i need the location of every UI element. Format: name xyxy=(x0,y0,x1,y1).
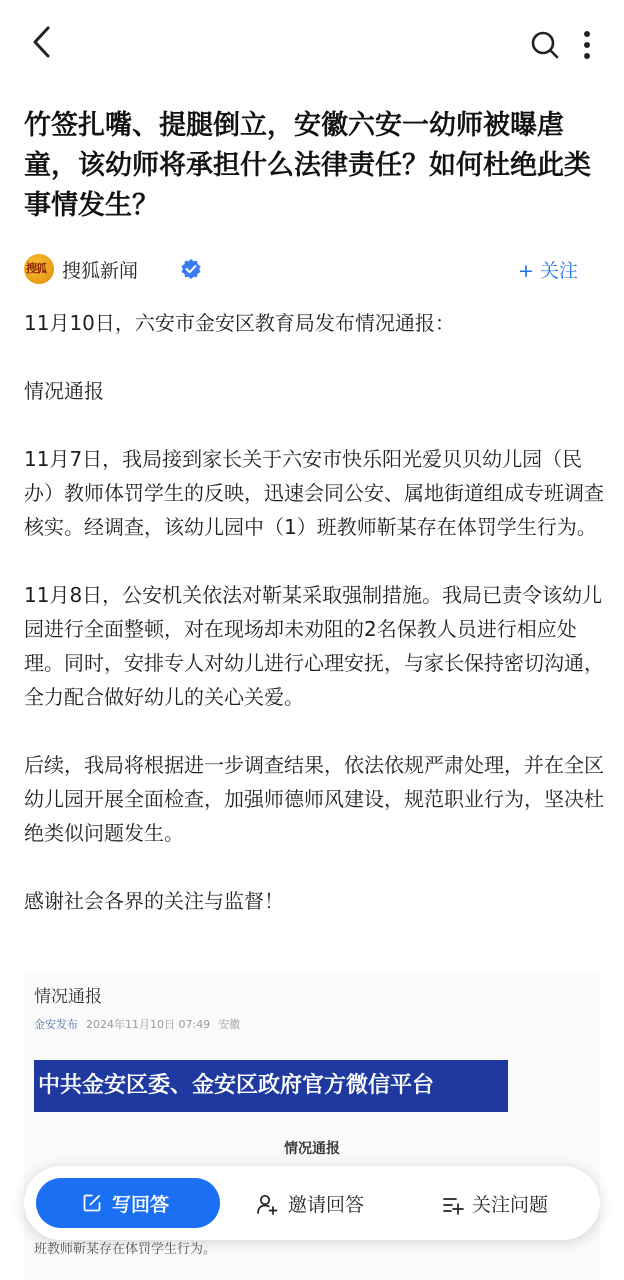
article-paragraph: 后续，我局将根据进一步调查结果，依法依规严肃处理，并在全区幼儿园开展全面检查，加强师德师风建设，规范职业行为，坚决杜绝类似问题发生。 xyxy=(24,753,604,845)
embed-title: 情况通报 xyxy=(34,987,102,1007)
embed-meta xyxy=(34,1016,240,1032)
more-vertical-icon xyxy=(576,28,598,62)
chevron-left-icon xyxy=(26,24,62,60)
search-icon xyxy=(528,28,562,62)
follow-question-label: 关注问题 xyxy=(472,1194,549,1216)
verified-badge-icon xyxy=(180,258,202,280)
article-paragraph: 感谢社会各界的关注与监督！ xyxy=(24,889,284,913)
article-body xyxy=(24,306,604,952)
avatar-text: 搜狐 xyxy=(26,262,46,275)
bottom-action-bar xyxy=(24,1166,600,1240)
embed-source: 金安发布 xyxy=(34,1018,78,1031)
avatar[interactable] xyxy=(24,254,54,284)
article-paragraph: 11月7日，我局接到家长关于六安市快乐阳光爱贝贝幼儿园（民办）教师体罚学生的反映，迅速会同公安、属地街道组成专班调查核实。经调查，该幼儿园中（1）班教师靳某存在体罚学生行为。 xyxy=(24,447,604,539)
question-title: 竹签扎嘴、提腿倒立，安徽六安一幼师被曝虐童，该幼师将承担什么法律责任？如何杜绝此类事情发生？ xyxy=(24,110,591,221)
list-add-icon xyxy=(442,1194,464,1216)
embed-subtitle: 情况通报 xyxy=(284,1141,340,1157)
embed-banner: 中共金安区委、金安区政府官方微信平台 xyxy=(34,1060,508,1112)
back-button[interactable] xyxy=(26,24,62,60)
article-paragraph: 11月8日，公安机关依法对靳某采取强制措施。我局已责令该幼儿园进行全面整顿，对在现场却未劝阻的2名保教人员进行相应处理。同时，安排专人对幼儿进行心理安抚，与家长保持密切沟通，全力配合做好幼儿的关心关爱。 xyxy=(24,583,604,709)
author-name[interactable]: 搜狐新闻 xyxy=(62,260,139,282)
write-answer-label: 写回答 xyxy=(112,1194,170,1216)
invite-answer-label: 邀请回答 xyxy=(288,1194,365,1216)
more-options-button[interactable] xyxy=(576,28,598,62)
embed-location: 安徽 xyxy=(218,1018,241,1031)
invite-user-icon xyxy=(256,1193,278,1215)
top-bar xyxy=(0,0,624,90)
edit-icon xyxy=(82,1193,102,1213)
follow-button[interactable]: + 关注 xyxy=(518,260,578,282)
article-paragraph: 情况通报 xyxy=(24,379,104,403)
embed-partial-text: 班教师靳某存在体罚学生行为。 xyxy=(34,1242,217,1257)
write-answer-button[interactable] xyxy=(36,1178,220,1228)
search-button[interactable] xyxy=(528,28,562,62)
author-row xyxy=(24,252,600,288)
article-paragraph: 11月10日，六安市金安区教育局发布情况通报： xyxy=(24,311,455,335)
embed-datetime: 2024年11月10日 07:49 xyxy=(86,1018,211,1031)
